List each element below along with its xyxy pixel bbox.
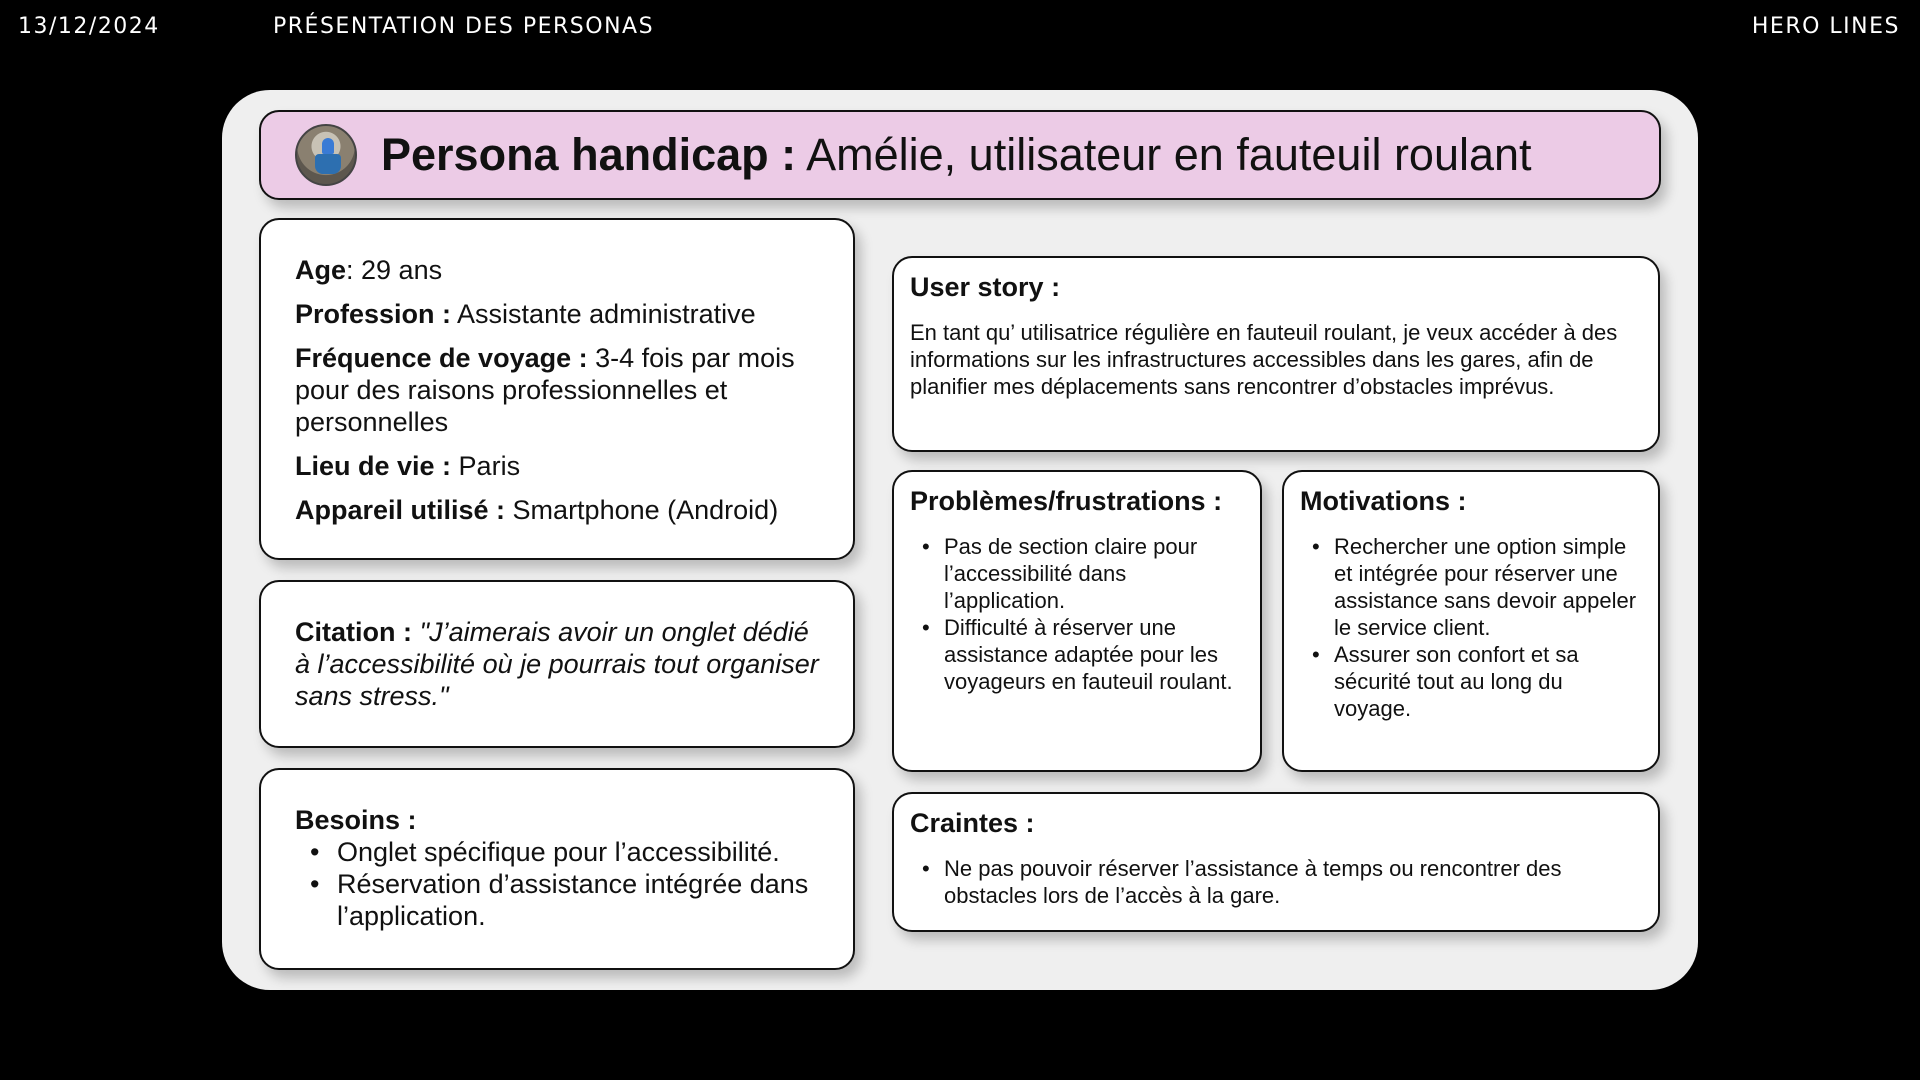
section-title: PRÉSENTATION DES PERSONAS bbox=[273, 14, 655, 39]
list-item: • Difficulté à réserver une assistance adaptée pour les voyageurs en fauteuil roulant. bbox=[910, 614, 1244, 695]
frequency-value: 3-4 fois par mois pour des raisons professionnelles et personnelles bbox=[295, 343, 795, 437]
persona-title-bold: Persona handicap : bbox=[381, 129, 797, 180]
list-item: • Ne pas pouvoir réserver l’assistance à temps ou rencontrer des obstacles lors de l’accès à la gare. bbox=[910, 855, 1642, 909]
age-row bbox=[295, 254, 819, 286]
avatar bbox=[295, 124, 357, 186]
location-label: Lieu de vie : bbox=[295, 451, 452, 481]
problems-list bbox=[910, 533, 1244, 695]
fears-heading: Craintes : bbox=[910, 808, 1035, 838]
age-label: Age bbox=[295, 255, 347, 285]
date-label: 13/12/2024 bbox=[18, 14, 160, 39]
persona-title-rest: Amélie, utilisateur en fauteuil roulant bbox=[796, 129, 1532, 180]
location-value: Paris bbox=[451, 451, 521, 481]
frequency-label: Fréquence de voyage : bbox=[295, 343, 588, 373]
list-item: • Pas de section claire pour l’accessibilité dans l’application. bbox=[910, 533, 1244, 614]
frequency-row bbox=[295, 342, 819, 438]
motivations-card bbox=[1282, 470, 1660, 772]
persona-header bbox=[259, 110, 1661, 200]
citation-label: Citation : bbox=[295, 617, 412, 647]
needs-heading: Besoins : bbox=[295, 805, 417, 835]
list-item: • Réservation d’assistance intégrée dans l’application. bbox=[295, 868, 819, 932]
wheelchair-icon bbox=[315, 154, 341, 174]
device-row bbox=[295, 494, 819, 526]
fears-card bbox=[892, 792, 1660, 932]
profession-label: Profession : bbox=[295, 299, 452, 329]
problems-heading: Problèmes/frustrations : bbox=[910, 486, 1223, 516]
problems-card bbox=[892, 470, 1262, 772]
user-story-card bbox=[892, 256, 1660, 452]
needs-list bbox=[295, 836, 819, 932]
profession-row bbox=[295, 298, 819, 330]
location-row bbox=[295, 450, 819, 482]
user-story-text: En tant qu’ utilisatrice régulière en fauteuil roulant, je veux accéder à des informations sur les infrastructures accessibles dans les gares, afin de planifier mes déplacements sans rencontrer d’obstacles imprévus. bbox=[910, 320, 1618, 399]
needs-card bbox=[259, 768, 855, 970]
citation-card bbox=[259, 580, 855, 748]
persona-panel bbox=[222, 90, 1698, 990]
device-value: Smartphone (Android) bbox=[505, 495, 779, 525]
citation-quote: "J’aimerais avoir un onglet dédié à l’accessibilité où je pourrais tout organiser sans stress." bbox=[295, 617, 819, 711]
fears-list bbox=[910, 855, 1642, 909]
persona-title bbox=[381, 129, 1532, 181]
list-item: • Rechercher une option simple et intégrée pour réserver une assistance sans devoir appeler le service client. bbox=[1300, 533, 1642, 641]
profile-card bbox=[259, 218, 855, 560]
list-item: • Onglet spécifique pour l’accessibilité. bbox=[295, 836, 819, 868]
user-story-heading: User story : bbox=[910, 272, 1061, 302]
person-icon bbox=[322, 138, 334, 154]
brand-label: HERO LINES bbox=[1751, 14, 1900, 39]
profession-value: Assistante administrative bbox=[451, 299, 756, 329]
motivations-list bbox=[1300, 533, 1642, 722]
age-value: : 29 ans bbox=[346, 255, 443, 285]
list-item: • Assurer son confort et sa sécurité tout au long du voyage. bbox=[1300, 641, 1642, 722]
device-label: Appareil utilisé : bbox=[295, 495, 506, 525]
motivations-heading: Motivations : bbox=[1300, 486, 1467, 516]
